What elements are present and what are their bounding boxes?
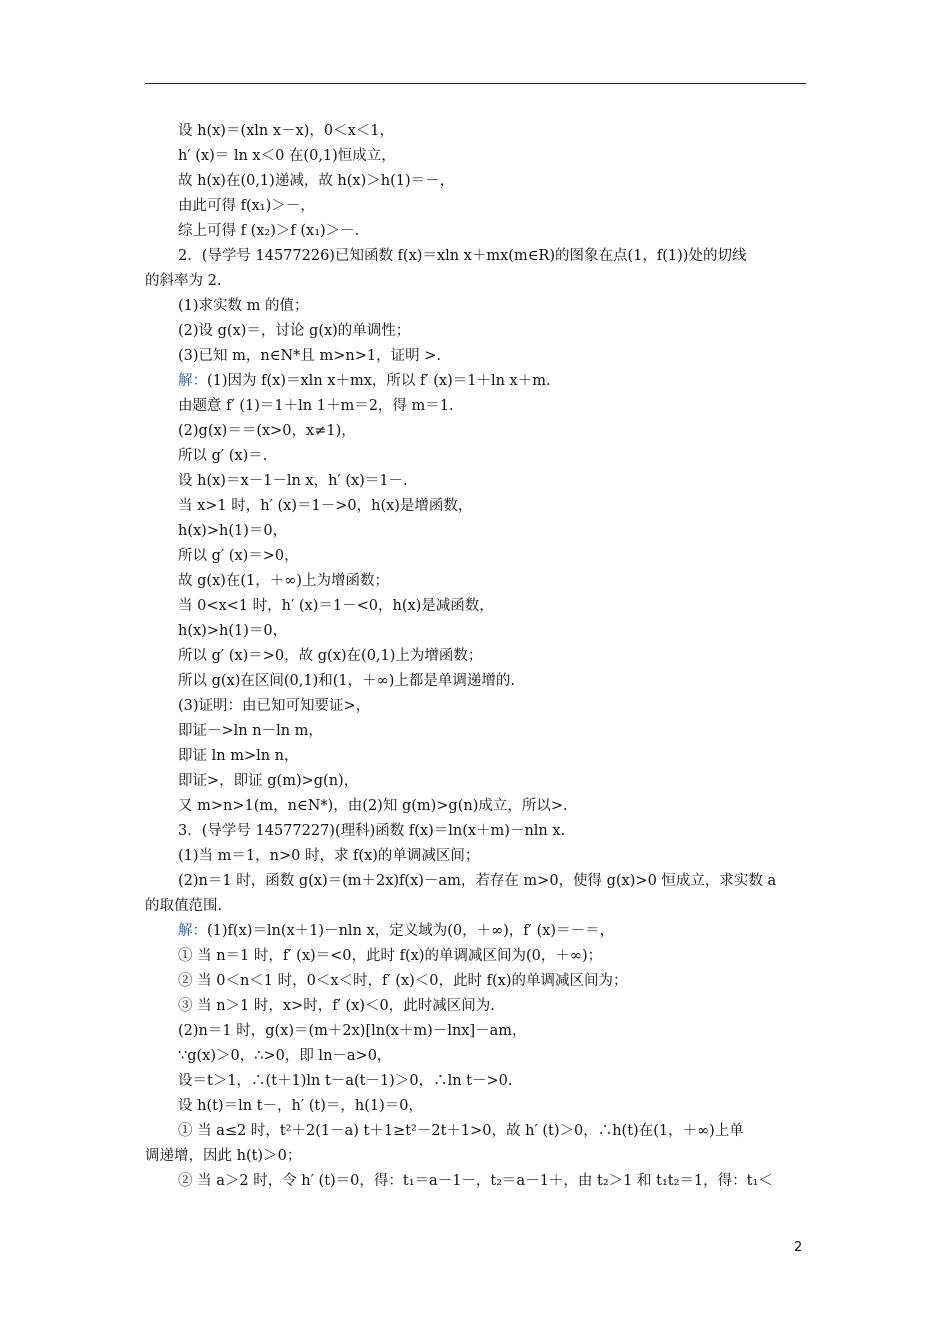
line-text: (2)n＝1 时，函数 g(x)＝(m＋2x)f(x)－am，若存在 m>0，使得 g(x)>0 恒成立，求实数 a — [178, 873, 777, 889]
line-text: ① 当 n＝1 时，f′ (x)＝<0，此时 f(x)的单调减区间为(0，＋∞)； — [178, 948, 603, 964]
line-text: (1)f(x)＝ln(x＋1)－nln x，定义域为(0，＋∞)，f′ (x)＝－＝， — [207, 923, 615, 939]
line-text: 即证－>ln n－ln m， — [178, 723, 323, 739]
text-line — [145, 169, 809, 194]
line-text: (3)已知 m，n∈N*且 m>n>1，证明 >. — [178, 348, 441, 364]
text-line — [145, 819, 809, 844]
line-text: 所以 g′ (x)＝>0，故 g(x)在(0,1)上为增函数； — [178, 648, 483, 664]
text-line — [145, 344, 809, 369]
text-line — [145, 419, 809, 444]
line-text: (1)求实数 m 的值； — [178, 298, 309, 314]
line-text: ∵g(x)＞0，∴>0，即 ln－a>0， — [178, 1048, 392, 1064]
line-text: 所以 g′ (x)＝>0， — [178, 548, 299, 564]
line-text: (2)n＝1 时，g(x)＝(m＋2x)[ln(x＋m)－lnx]－am， — [178, 1023, 527, 1039]
document-body — [145, 119, 809, 1194]
line-text: 设 h(x)＝x－1－ln x，h′ (x)＝1－. — [178, 473, 408, 489]
line-text: 2．(导学号 14577226)已知函数 f(x)＝xln x＋mx(m∈R)的图象在点(1，f(1))处的切线 — [178, 248, 747, 264]
text-line — [145, 1094, 809, 1119]
text-line — [145, 1119, 809, 1144]
line-text: (2)g(x)＝＝(x>0，x≠1)， — [178, 423, 356, 439]
solution-label: 解： — [178, 923, 207, 939]
text-line — [145, 219, 809, 244]
line-text: 3．(导学号 14577227)(理科)函数 f(x)＝ln(x＋m)－nln x. — [178, 823, 566, 839]
line-text: ① 当 a≤2 时，t²＋2(1－a) t＋1≥t²－2t＋1>0，故 h′ (t)＞0，∴h(t)在(1，＋∞)上单 — [178, 1123, 744, 1139]
text-line — [145, 769, 809, 794]
header-rule — [145, 83, 806, 84]
line-text: h′ (x)＝ ln x＜0 在(0,1)恒成立， — [178, 148, 396, 164]
line-text: 由题意 f′ (1)＝1＋ln 1＋m＝2，得 m＝1. — [178, 398, 454, 414]
text-line — [145, 1069, 809, 1094]
text-line — [145, 994, 809, 1019]
line-text: ② 当 a＞2 时，令 h′ (t)＝0，得：t₁＝a－1－，t₂＝a－1＋，由 t₂＞1 和 t₁t₂＝1，得：t₁＜ — [178, 1173, 773, 1189]
line-text: 由此可得 f(x₁)＞－， — [178, 198, 315, 214]
text-line — [145, 444, 809, 469]
line-text: 所以 g′ (x)＝. — [178, 448, 268, 464]
text-line — [145, 494, 809, 519]
text-line — [145, 244, 809, 269]
text-line — [145, 1019, 809, 1044]
line-text: 故 h(x)在(0,1)递减，故 h(x)＞h(1)＝－， — [178, 173, 455, 189]
line-text: 的斜率为 2. — [145, 273, 222, 289]
line-text: 调递增，因此 h(t)＞0； — [145, 1148, 302, 1164]
line-text: 当 x>1 时，h′ (x)＝1－>0，h(x)是增函数， — [178, 498, 473, 514]
text-line — [145, 794, 809, 819]
text-line — [145, 269, 809, 294]
text-line — [145, 844, 809, 869]
line-text: (1)因为 f(x)＝xln x＋mx，所以 f′ (x)＝1＋ln x＋m. — [207, 373, 551, 389]
line-text: 所以 g(x)在区间(0,1)和(1，＋∞)上都是单调递增的. — [178, 673, 515, 689]
line-text: 设 h(t)＝ln t－，h′ (t)＝，h(1)＝0， — [178, 1098, 423, 1114]
line-text: (3)证明：由已知可知要证>， — [178, 698, 371, 714]
line-text: 即证>，即证 g(m)>g(n)， — [178, 773, 359, 789]
text-line — [145, 719, 809, 744]
line-text: (2)设 g(x)＝，讨论 g(x)的单调性； — [178, 323, 411, 339]
text-line — [145, 869, 809, 894]
text-line — [145, 369, 809, 394]
line-text: 设 h(x)＝(xln x－x)，0＜x＜1， — [178, 123, 394, 139]
text-line — [145, 944, 809, 969]
text-line — [145, 1169, 809, 1194]
text-line — [145, 394, 809, 419]
line-text: h(x)>h(1)＝0， — [178, 523, 288, 539]
text-line — [145, 969, 809, 994]
text-line — [145, 319, 809, 344]
text-line — [145, 669, 809, 694]
line-text: 的取值范围. — [145, 898, 223, 914]
solution-label: 解： — [178, 373, 207, 389]
text-line — [145, 744, 809, 769]
text-line — [145, 569, 809, 594]
line-text: 故 g(x)在(1，＋∞)上为增函数； — [178, 573, 389, 589]
line-text: ③ 当 n＞1 时，x>时，f′ (x)＜0，此时减区间为. — [178, 998, 495, 1014]
line-text: ② 当 0＜n＜1 时，0＜x＜时，f′ (x)＜0，此时 f(x)的单调减区间为； — [178, 973, 628, 989]
text-line — [145, 694, 809, 719]
text-line — [145, 894, 809, 919]
line-text: 即证 ln m>ln n， — [178, 748, 299, 764]
text-line — [145, 919, 809, 944]
text-line — [145, 1144, 809, 1169]
line-text: 综上可得 f (x₂)＞f (x₁)＞－. — [178, 223, 360, 239]
page-number: 2 — [794, 1240, 803, 1255]
text-line — [145, 1044, 809, 1069]
text-line — [145, 519, 809, 544]
text-line — [145, 594, 809, 619]
text-line — [145, 544, 809, 569]
text-line — [145, 469, 809, 494]
line-text: 又 m>n>1(m，n∈N*)，由(2)知 g(m)>g(n)成立，所以>. — [178, 798, 568, 814]
text-line — [145, 119, 809, 144]
text-line — [145, 644, 809, 669]
text-line — [145, 144, 809, 169]
line-text: (1)当 m＝1，n>0 时，求 f(x)的单调减区间； — [178, 848, 480, 864]
line-text: 设＝t＞1，∴(t＋1)ln t－a(t－1)＞0，∴ln t－>0. — [178, 1073, 513, 1089]
line-text: h(x)>h(1)＝0， — [178, 623, 288, 639]
text-line — [145, 294, 809, 319]
text-line — [145, 194, 809, 219]
line-text: 当 0<x<1 时，h′ (x)＝1－<0，h(x)是减函数， — [178, 598, 494, 614]
text-line — [145, 619, 809, 644]
